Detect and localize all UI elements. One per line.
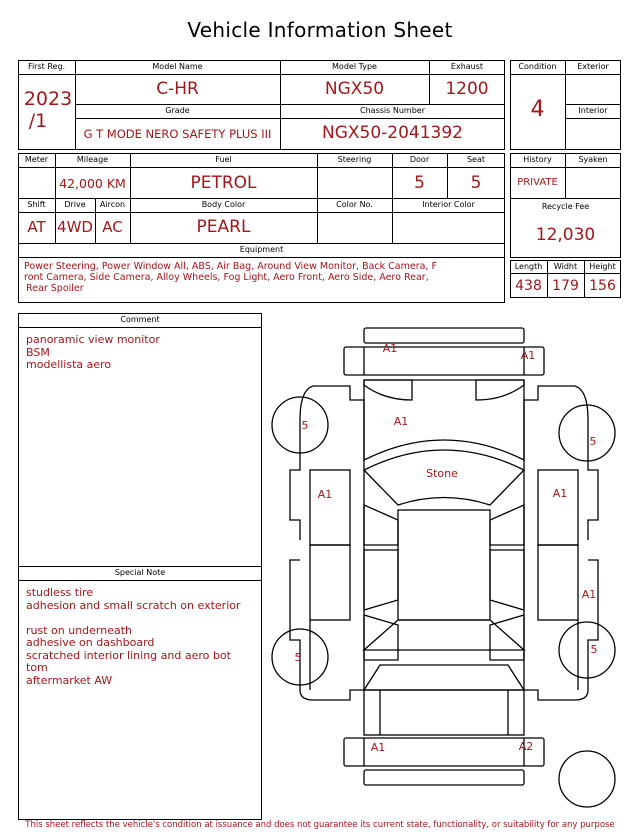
comment-text bbox=[26, 334, 256, 372]
footer-disclaimer: This sheet reflects the vehicle's condition at issuance and does not guarantee its current state, functionality, or suitability for any purpose bbox=[25, 820, 615, 830]
width-label: Widht bbox=[553, 262, 578, 271]
exterior-label: Exterior bbox=[577, 62, 609, 71]
mark-left-front-fender: A1 bbox=[317, 488, 333, 501]
mark-tire-rear-left: 5 bbox=[294, 651, 302, 664]
model-name-value: C-HR bbox=[156, 79, 199, 99]
equipment-text bbox=[24, 261, 504, 294]
mark-front-bumper-right: A1 bbox=[520, 349, 536, 362]
divider bbox=[18, 257, 505, 258]
model-type-label: Model Type bbox=[332, 62, 377, 71]
first-reg-label: First Reg. bbox=[27, 62, 66, 71]
car-damage-diagram bbox=[265, 320, 635, 815]
comment-label: Comment bbox=[120, 315, 160, 324]
mark-rear-bumper-left: A1 bbox=[370, 741, 386, 754]
door-value: 5 bbox=[414, 173, 425, 193]
comment-line: BSM bbox=[26, 345, 50, 359]
equipment-line: Power Steering, Power Window All, ABS, Air Bag, Around View Monitor, Back Camera, F bbox=[24, 261, 437, 272]
rear-quarter-left bbox=[364, 615, 398, 660]
headlight-right bbox=[476, 380, 524, 400]
mileage-label: Mileage bbox=[76, 155, 109, 164]
interior-label: Interior bbox=[578, 106, 608, 115]
tire-spare bbox=[559, 751, 615, 807]
body-right bbox=[524, 386, 575, 700]
front-bumper bbox=[344, 347, 544, 375]
mileage-value: 42,000 KM bbox=[59, 176, 126, 191]
door-right-front bbox=[538, 470, 578, 545]
page-title: Vehicle Information Sheet bbox=[187, 18, 453, 42]
model-name-label: Model Name bbox=[152, 62, 203, 71]
mark-front-bumper: A1 bbox=[382, 342, 398, 355]
divider bbox=[18, 327, 262, 328]
side-window-left-rear bbox=[364, 550, 398, 610]
special-note-line: studless tire bbox=[26, 586, 94, 599]
aircon-label: Aircon bbox=[99, 200, 126, 209]
door-right-rear bbox=[538, 545, 578, 620]
equipment-line: ront Camera, Side Camera, Alloy Wheels, Fog Light, Aero Front, Aero Side, Aero Rear, bbox=[24, 272, 429, 283]
body-left bbox=[313, 386, 364, 700]
recycle-fee-value: 12,030 bbox=[535, 225, 596, 245]
drive-value: 4WD bbox=[57, 218, 93, 236]
condition-value: 4 bbox=[530, 97, 545, 122]
history-value: PRIVATE bbox=[517, 177, 558, 188]
equipment-label: Equipment bbox=[239, 245, 284, 254]
special-note-line: rust on underneath bbox=[26, 623, 133, 637]
door-left-rear bbox=[310, 545, 350, 620]
mark-hood: A1 bbox=[393, 415, 409, 428]
front-bumper-top bbox=[364, 328, 524, 343]
mark-windshield: Stone bbox=[426, 467, 458, 480]
seat-value: 5 bbox=[470, 173, 482, 193]
recycle-fee-label: Recycle Fee bbox=[541, 202, 590, 211]
divider bbox=[18, 167, 505, 168]
divider bbox=[18, 580, 262, 581]
rear-window bbox=[364, 620, 524, 650]
comment-line: modellista aero bbox=[26, 358, 112, 371]
rear-panel bbox=[364, 690, 524, 735]
exhaust-label: Exhaust bbox=[450, 62, 484, 71]
length-value: 438 bbox=[515, 278, 542, 294]
special-note-line bbox=[26, 612, 256, 625]
mark-right-rear-quarter: A1 bbox=[581, 588, 597, 601]
door-left-front bbox=[310, 470, 350, 545]
divider bbox=[75, 118, 505, 119]
condition-label: Condition bbox=[518, 62, 557, 71]
fuel-label: Fuel bbox=[215, 155, 232, 164]
fuel-value: PETROL bbox=[190, 173, 257, 193]
exhaust-value: 1200 bbox=[445, 79, 489, 99]
divider bbox=[510, 273, 621, 274]
special-note-line: scratched interior lining and aero bot bbox=[26, 648, 231, 662]
width-value: 179 bbox=[552, 278, 579, 294]
side-window-right-rear bbox=[490, 550, 524, 610]
interior-color-label: Interior Color bbox=[422, 200, 475, 209]
side-window-right-front bbox=[490, 505, 524, 545]
tire-front-right bbox=[559, 405, 615, 461]
comment-line: panoramic view monitor bbox=[26, 333, 160, 346]
divider bbox=[18, 74, 505, 75]
equipment-line: Rear Spoiler bbox=[26, 283, 84, 294]
mark-rear-bumper-right: A2 bbox=[518, 740, 534, 753]
door-label: Door bbox=[409, 155, 430, 164]
divider bbox=[18, 212, 505, 213]
tire-rear-right bbox=[559, 622, 615, 678]
special-note-line: adhesive on dashboard bbox=[26, 636, 155, 649]
drive-label: Drive bbox=[64, 200, 86, 209]
steering-label: Steering bbox=[337, 155, 372, 164]
height-value: 156 bbox=[589, 278, 616, 294]
headlight-left bbox=[364, 380, 412, 400]
aircon-value: AC bbox=[102, 218, 123, 236]
chassis-number-value: NGX50-2041392 bbox=[321, 123, 463, 143]
special-note-line: adhesion and small scratch on exterior bbox=[26, 598, 241, 612]
mark-tire-front-right: 5 bbox=[589, 435, 597, 448]
first-reg-year: 2023 bbox=[23, 88, 73, 110]
roof bbox=[398, 510, 490, 620]
syaken-label: Syaken bbox=[578, 155, 608, 164]
first-reg-month: /1 bbox=[28, 110, 48, 132]
special-note-line: aftermarket AW bbox=[26, 673, 113, 687]
height-label: Height bbox=[589, 262, 616, 271]
length-label: Length bbox=[514, 262, 543, 271]
mark-tire-rear-right: 5 bbox=[590, 643, 598, 656]
seat-label: Seat bbox=[466, 155, 486, 164]
body-color-label: Body Color bbox=[201, 200, 246, 209]
special-note-label: Special Note bbox=[114, 568, 166, 577]
grade-label: Grade bbox=[165, 106, 190, 115]
chassis-number-label: Chassis Number bbox=[360, 106, 425, 115]
color-no-label: Color No. bbox=[336, 200, 373, 209]
side-window-left-front bbox=[364, 505, 398, 545]
meter-label: Meter bbox=[24, 155, 49, 164]
hood bbox=[364, 380, 524, 460]
shift-label: Shift bbox=[27, 200, 46, 209]
model-type-value: NGX50 bbox=[324, 79, 385, 99]
special-note-text bbox=[26, 587, 256, 687]
divider bbox=[392, 153, 393, 243]
special-note-line: tom bbox=[26, 661, 48, 674]
body-color-value: PEARL bbox=[196, 217, 251, 237]
mark-right-front-fender: A1 bbox=[552, 487, 568, 500]
divider bbox=[317, 153, 318, 243]
shift-value: AT bbox=[27, 218, 46, 236]
trunk bbox=[364, 665, 524, 690]
grade-value: G T MODE NERO SAFETY PLUS III bbox=[83, 127, 272, 141]
rear-bumper-bottom bbox=[364, 770, 524, 785]
rear-quarter-right bbox=[490, 615, 524, 660]
mark-tire-front-left: 5 bbox=[301, 419, 309, 432]
history-label: History bbox=[523, 155, 552, 164]
divider bbox=[565, 118, 621, 119]
